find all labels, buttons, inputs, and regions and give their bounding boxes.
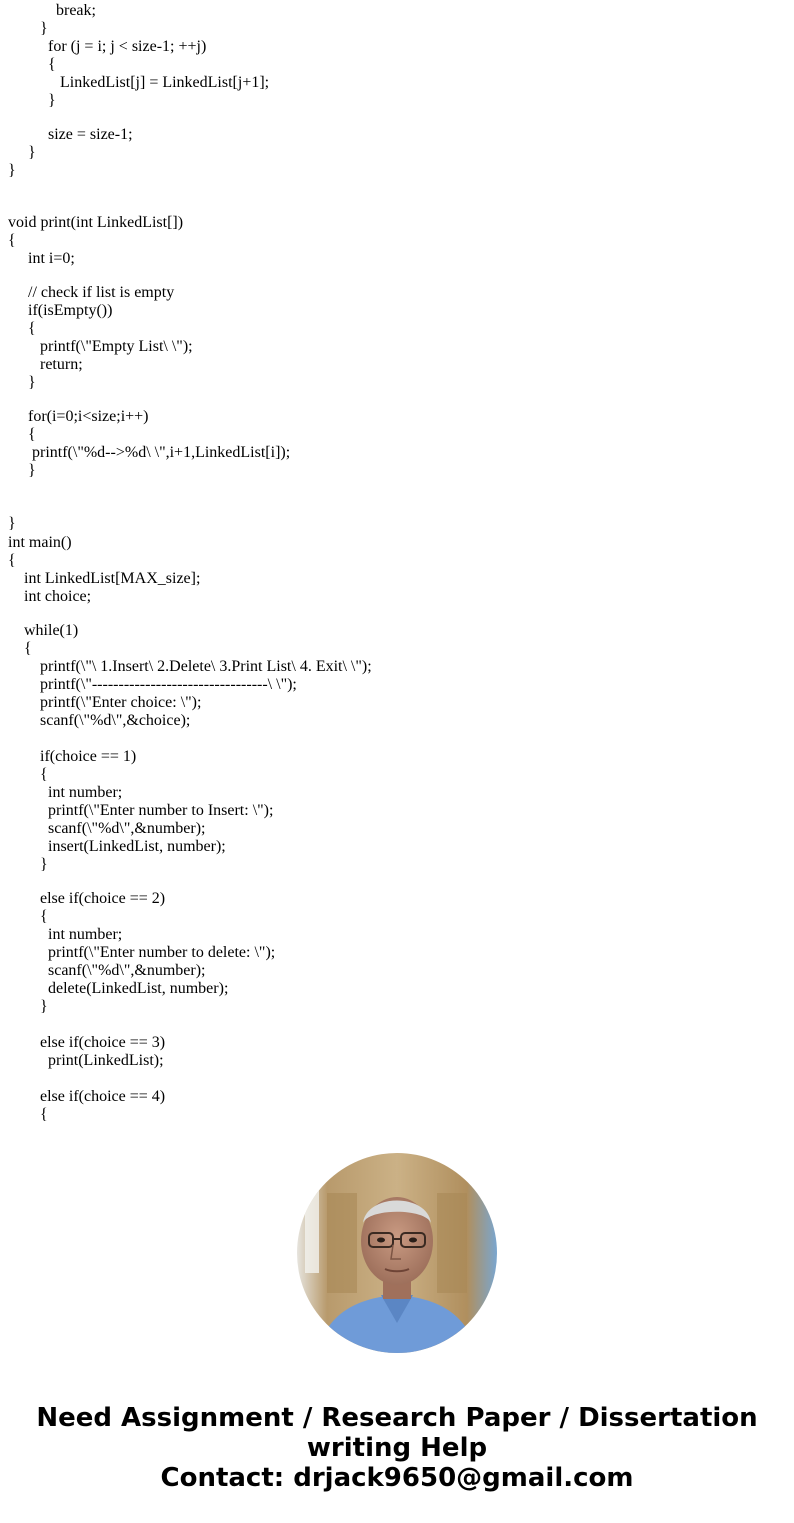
- code-line: {: [8, 552, 16, 569]
- code-line: printf(\"\ 1.Insert\ 2.Delete\ 3.Print List\ 4. Exit\ \");: [8, 658, 372, 675]
- code-line: scanf(\"%d\",&number);: [8, 962, 206, 979]
- code-line: delete(LinkedList, number);: [8, 980, 229, 997]
- code-line: // check if list is empty: [8, 284, 175, 301]
- code-line: while(1): [8, 622, 79, 639]
- code-line: }: [8, 144, 36, 161]
- code-line: else if(choice == 4): [8, 1088, 166, 1105]
- code-line: for (j = i; j < size-1; ++j): [8, 38, 207, 55]
- code-line: {: [8, 908, 48, 925]
- code-line: else if(choice == 3): [8, 1034, 166, 1051]
- banner-contact-line: Contact: drjack9650@gmail.com: [160, 1463, 634, 1493]
- code-line: }: [8, 162, 16, 179]
- assignment-help-banner: [0, 1403, 794, 1493]
- code-line: }: [8, 374, 36, 391]
- code-line: {: [8, 320, 36, 337]
- code-line: print(LinkedList);: [8, 1052, 164, 1069]
- code-line: printf(\"Enter choice: \");: [8, 694, 202, 711]
- code-line: printf(\"---------------------------------\ \");: [8, 676, 297, 693]
- code-line: for(i=0;i<size;i++): [8, 408, 149, 425]
- code-line: LinkedList[j] = LinkedList[j+1];: [8, 74, 270, 91]
- code-line: else if(choice == 2): [8, 890, 166, 907]
- code-line: int number;: [8, 784, 123, 801]
- code-line: void print(int LinkedList[]): [8, 214, 184, 231]
- code-line: int number;: [8, 926, 123, 943]
- code-line: {: [8, 766, 48, 783]
- author-photo: [297, 1153, 497, 1353]
- code-line: }: [8, 20, 48, 37]
- code-line: int main(): [8, 534, 72, 551]
- code-line: size = size-1;: [8, 126, 133, 143]
- code-line: {: [8, 640, 32, 657]
- code-line: int i=0;: [8, 250, 75, 267]
- code-line: }: [8, 998, 48, 1015]
- code-line: printf(\"%d-->%d\ \",i+1,LinkedList[i]);: [8, 444, 291, 461]
- banner-line-1: Need Assignment / Research Paper / Dissertation: [36, 1403, 758, 1433]
- code-line: printf(\"Enter number to delete: \");: [8, 944, 276, 961]
- code-line: if(isEmpty()): [8, 302, 113, 319]
- code-line: {: [8, 1106, 48, 1123]
- code-line: printf(\"Enter number to Insert: \");: [8, 802, 274, 819]
- code-line: scanf(\"%d\",&number);: [8, 820, 206, 837]
- banner-line-2: writing Help: [306, 1433, 488, 1463]
- code-line: break;: [8, 2, 96, 19]
- code-line: }: [8, 515, 16, 532]
- code-line: {: [8, 426, 36, 443]
- code-line: int choice;: [8, 588, 92, 605]
- code-line: if(choice == 1): [8, 748, 137, 765]
- code-line: insert(LinkedList, number);: [8, 838, 226, 855]
- code-line: return;: [8, 356, 83, 373]
- code-line: {: [8, 56, 56, 73]
- code-line: }: [8, 92, 56, 109]
- code-line: }: [8, 856, 48, 873]
- code-line: {: [8, 232, 16, 249]
- code-line: int LinkedList[MAX_size];: [8, 570, 201, 587]
- code-listing: [8, 0, 788, 1130]
- author-portrait-icon: [297, 1153, 497, 1353]
- code-line: printf(\"Empty List\ \");: [8, 338, 193, 355]
- code-line: scanf(\"%d\",&choice);: [8, 712, 191, 729]
- code-line: }: [8, 462, 36, 479]
